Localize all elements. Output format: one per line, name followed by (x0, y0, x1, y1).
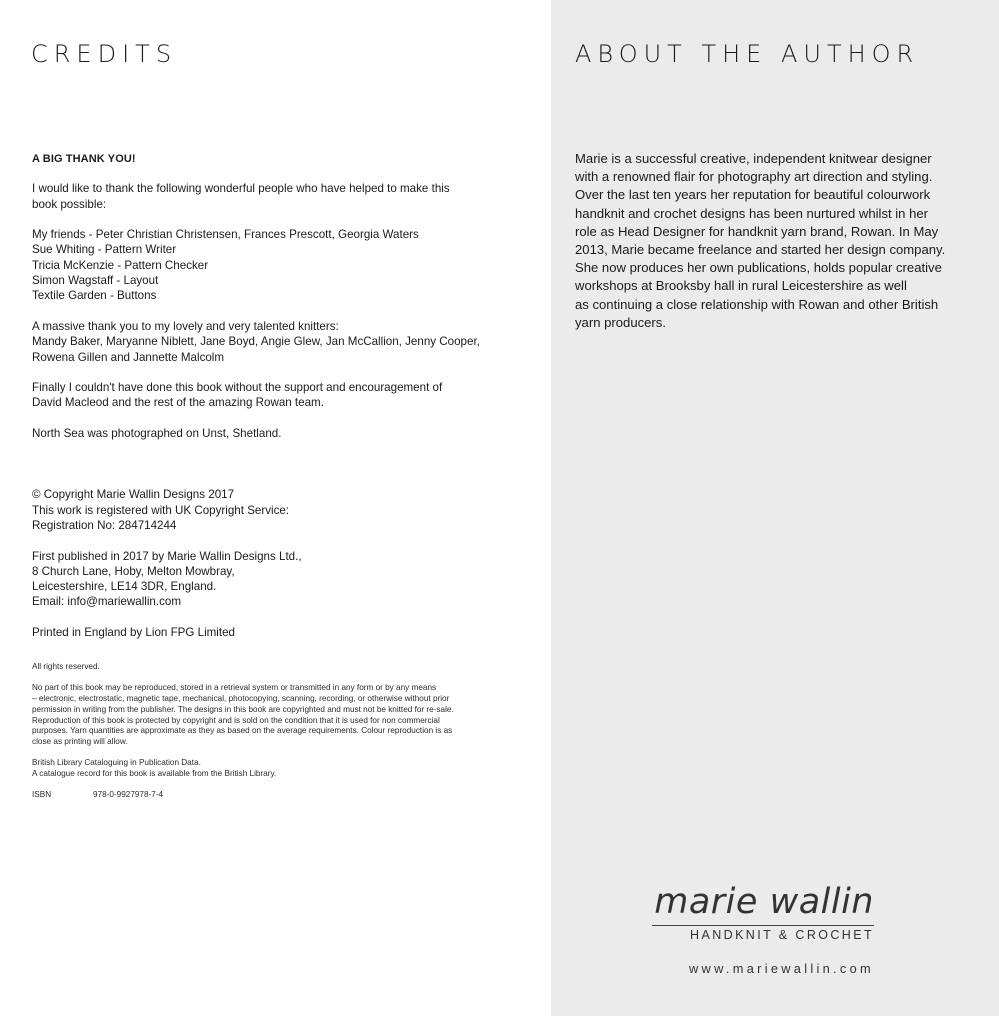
bio-line: as continuing a close relationship with Rowan and other British (575, 296, 939, 312)
bio-line: Marie is a successful creative, independent knitwear designer (575, 151, 932, 166)
contributor-line: Sue Whiting - Pattern Writer (32, 243, 177, 257)
isbn-label: ISBN (32, 790, 52, 800)
photo-line: North Sea was photographed on Unst, Shetland. (32, 427, 282, 441)
printer-line: Printed in England by Lion FPG Limited (32, 626, 236, 640)
support-line: David Macleod and the rest of the amazing Rowan team. (32, 396, 324, 410)
about-heading: ABOUT THE AUTHOR (575, 40, 920, 68)
credits-heading: CREDITS (31, 40, 178, 68)
legal-line: close as printing will allow. (32, 736, 128, 746)
thank-you-subheading: A BIG THANK YOU! (32, 153, 136, 165)
legal-line: purposes. Yarn quantities are approximate as they as based on the average requirements. Colour reproduction is as (32, 726, 453, 736)
support-line: Finally I couldn't have done this book without the support and encouragement of (32, 381, 443, 395)
legal-line: Reproduction of this book is protected by copyright and is sold on the condition that it is used for non commercial (32, 715, 440, 725)
publisher-line: 8 Church Lane, Hoby, Melton Mowbray, (32, 564, 235, 578)
bio-line: Over the last ten years her reputation for beautiful colourwork (575, 187, 931, 203)
catalogue-line: A catalogue record for this book is available from the British Library. (32, 769, 277, 778)
legal-line: permission in writing from the publisher. The designs in this book are copyrighted and must not be knitted for re-sale. (32, 704, 454, 714)
publisher-email: Email: info@mariewallin.com (32, 595, 182, 609)
contributor-line: Simon Wagstaff - Layout (32, 274, 159, 288)
support-paragraph (32, 380, 512, 411)
fine-print (32, 662, 502, 801)
copyright-block (32, 487, 512, 533)
brand-tagline: HANDKNIT & CROCHET (652, 925, 874, 942)
bio-line: yarn producers. (575, 314, 666, 330)
legal-notice (32, 683, 502, 747)
printer-block (32, 625, 512, 640)
catalogue-line: British Library Cataloguing in Publication Data. (32, 758, 201, 768)
about-page (551, 0, 999, 1016)
publisher-block (32, 549, 512, 610)
credits-body (32, 152, 512, 656)
knitters-line: Mandy Baker, Maryanne Niblett, Jane Boyd, Angie Glew, Jan McCallion, Jenny Cooper, (32, 335, 480, 349)
copyright-line: This work is registered with UK Copyright Service: (32, 503, 290, 517)
isbn-row (32, 790, 502, 801)
bio-line: with a renowned flair for photography art direction and styling. (575, 169, 933, 185)
intro-line: book possible: (32, 197, 107, 211)
photo-credit (32, 426, 512, 441)
bio-line: 2013, Marie became freelance and started her design company. (575, 242, 946, 258)
bio-line: role as Head Designer for handknit yarn brand, Rowan. In May (575, 223, 939, 239)
bio-line: workshops at Brooksby hall in rural Leicestershire as well (575, 278, 907, 294)
intro-paragraph (32, 181, 512, 212)
contributor-line: Textile Garden - Buttons (32, 289, 157, 303)
legal-line: – electronic, electrostatic, magnetic tape, mechanical, photocopying, scanning, recording, or otherwise without prior (32, 694, 450, 704)
brand-website-link[interactable]: www.mariewallin.com (688, 961, 874, 976)
knitters-paragraph (32, 319, 512, 365)
bio-line: She now produces her own publications, holds popular creative (575, 260, 942, 276)
knitters-line: A massive thank you to my lovely and very talented knitters: (32, 319, 339, 333)
copyright-line: © Copyright Marie Wallin Designs 2017 (32, 488, 235, 502)
bio-line: handknit and crochet designs has been nurtured whilst in her (575, 205, 929, 221)
legal-line: No part of this book may be reproduced, stored in a retrieval system or transmitted in any form or by any means (32, 683, 437, 693)
isbn-value: 978-0-9927978-7-4 (93, 790, 164, 800)
intro-line: I would like to thank the following wonderful people who have helped to make this (32, 182, 450, 196)
brand-logo-name: marie wallin (654, 882, 874, 922)
copyright-line: Registration No: 284714244 (32, 518, 177, 532)
publisher-line: First published in 2017 by Marie Wallin Designs Ltd., (32, 549, 302, 563)
rights-reserved: All rights reserved. (32, 662, 100, 671)
catalogue-notice (32, 758, 502, 779)
knitters-line: Rowena Gillen and Jannette Malcolm (32, 350, 225, 364)
author-bio (575, 150, 965, 332)
contributors-list (32, 227, 512, 303)
contributor-line: My friends - Peter Christian Christensen, Frances Prescott, Georgia Waters (32, 228, 419, 242)
contributor-line: Tricia McKenzie - Pattern Checker (32, 258, 209, 272)
publisher-line: Leicestershire, LE14 3DR, England. (32, 580, 217, 594)
